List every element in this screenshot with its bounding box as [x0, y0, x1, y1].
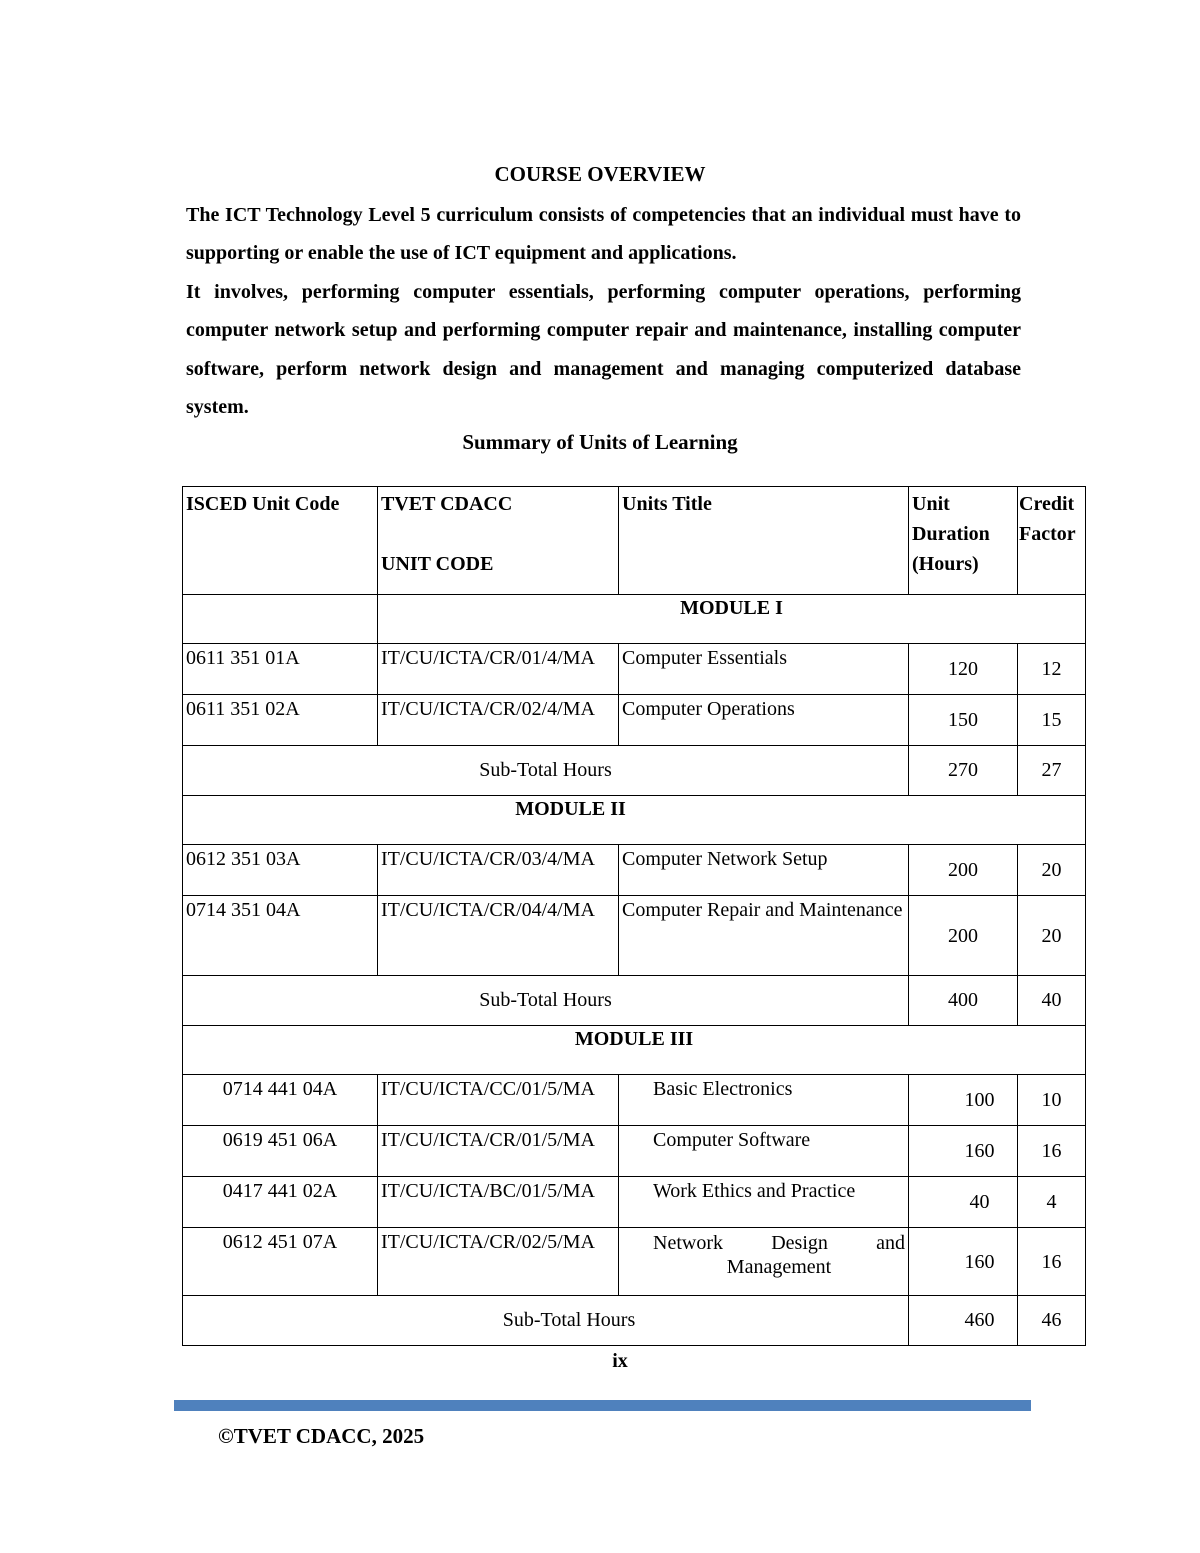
header-credit: Credit Factor	[1018, 487, 1086, 595]
unit-code: IT/CU/ICTA/CR/01/5/MA	[378, 1126, 619, 1177]
unit-title: Network Design and Management	[619, 1228, 909, 1296]
scope-paragraph: It involves, performing computer essentials, performing computer operations, performing computer network setup and performing computer repair and maintenance, installing computer software, perform network design and management and managing computerized database system.	[186, 281, 1021, 418]
subtotal-label: Sub-Total Hours	[183, 976, 909, 1026]
table-row	[183, 1126, 1086, 1177]
module-label: MODULE II	[183, 796, 1086, 845]
credit-factor: 4	[1018, 1177, 1086, 1228]
footer-copyright: ©TVET CDACC, 2025	[218, 1424, 425, 1448]
page-number: ix	[612, 1350, 628, 1372]
subtotal-credit: 40	[1018, 976, 1086, 1026]
unit-title: Work Ethics and Practice	[619, 1177, 909, 1228]
unit-hours: 200	[909, 896, 1018, 976]
credit-factor: 15	[1018, 695, 1086, 746]
header-tvet-code	[378, 487, 619, 595]
table-header-row	[183, 487, 1086, 595]
credit-factor: 20	[1018, 896, 1086, 976]
unit-code: IT/CU/ICTA/CR/04/4/MA	[378, 896, 619, 976]
subtotal-label: Sub-Total Hours	[183, 746, 909, 796]
unit-hours: 100	[909, 1075, 1018, 1126]
unit-hours: 120	[909, 644, 1018, 695]
isced-code: 0714 441 04A	[183, 1075, 378, 1126]
module-row	[183, 595, 1086, 644]
unit-title: Computer Operations	[619, 695, 909, 746]
unit-title: Basic Electronics	[619, 1075, 909, 1126]
unit-hours: 160	[909, 1228, 1018, 1296]
header-title: Units Title	[619, 487, 909, 595]
table-row	[183, 644, 1086, 695]
unit-hours: 150	[909, 695, 1018, 746]
subtotal-row	[183, 746, 1086, 796]
subtotal-credit: 46	[1018, 1296, 1086, 1346]
header-isced: ISCED Unit Code	[183, 487, 378, 595]
unit-code: IT/CU/ICTA/BC/01/5/MA	[378, 1177, 619, 1228]
unit-code: IT/CU/ICTA/CR/03/4/MA	[378, 845, 619, 896]
unit-hours: 40	[909, 1177, 1018, 1228]
empty-cell	[183, 595, 378, 644]
table-row	[183, 896, 1086, 976]
unit-code: IT/CU/ICTA/CC/01/5/MA	[378, 1075, 619, 1126]
unit-code: IT/CU/ICTA/CR/02/5/MA	[378, 1228, 619, 1296]
module-label: MODULE III	[183, 1026, 1086, 1075]
table-row	[183, 845, 1086, 896]
unit-title: Computer Network Setup	[619, 845, 909, 896]
unit-code: IT/CU/ICTA/CR/02/4/MA	[378, 695, 619, 746]
table-row	[183, 1228, 1086, 1296]
table-caption: Summary of Units of Learning	[462, 430, 738, 454]
intro-paragraph: The ICT Technology Level 5 curriculum consists of competencies that an individual must have to supporting or enable the use of ICT equipment and applications.	[186, 204, 1021, 265]
module-row	[183, 1026, 1086, 1075]
subtotal-hours: 460	[909, 1296, 1018, 1346]
subtotal-hours: 400	[909, 976, 1018, 1026]
isced-code: 0714 351 04A	[183, 896, 378, 976]
subtotal-row	[183, 1296, 1086, 1346]
units-table	[182, 486, 1086, 1346]
header-tvet-line2: UNIT CODE	[381, 553, 494, 575]
table-row	[183, 1177, 1086, 1228]
table-row	[183, 695, 1086, 746]
isced-code: 0619 451 06A	[183, 1126, 378, 1177]
module-label: MODULE I	[378, 595, 1086, 644]
unit-hours: 200	[909, 845, 1018, 896]
page-title: COURSE OVERVIEW	[494, 162, 706, 186]
unit-code: IT/CU/ICTA/CR/01/4/MA	[378, 644, 619, 695]
credit-factor: 12	[1018, 644, 1086, 695]
header-duration: Unit Duration (Hours)	[909, 487, 1018, 595]
table-row	[183, 1075, 1086, 1126]
module-row	[183, 796, 1086, 845]
credit-factor: 20	[1018, 845, 1086, 896]
header-tvet-line1: TVET CDACC	[381, 493, 513, 515]
subtotal-row	[183, 976, 1086, 1026]
isced-code: 0417 441 02A	[183, 1177, 378, 1228]
unit-hours: 160	[909, 1126, 1018, 1177]
footer-divider	[174, 1400, 1031, 1411]
isced-code: 0612 451 07A	[183, 1228, 378, 1296]
isced-code: 0611 351 02A	[183, 695, 378, 746]
subtotal-hours: 270	[909, 746, 1018, 796]
subtotal-credit: 27	[1018, 746, 1086, 796]
credit-factor: 10	[1018, 1075, 1086, 1126]
credit-factor: 16	[1018, 1228, 1086, 1296]
subtotal-label: Sub-Total Hours	[183, 1296, 909, 1346]
unit-title: Computer Software	[619, 1126, 909, 1177]
credit-factor: 16	[1018, 1126, 1086, 1177]
isced-code: 0612 351 03A	[183, 845, 378, 896]
isced-code: 0611 351 01A	[183, 644, 378, 695]
unit-title: Computer Essentials	[619, 644, 909, 695]
unit-title: Computer Repair and Maintenance	[619, 896, 909, 976]
